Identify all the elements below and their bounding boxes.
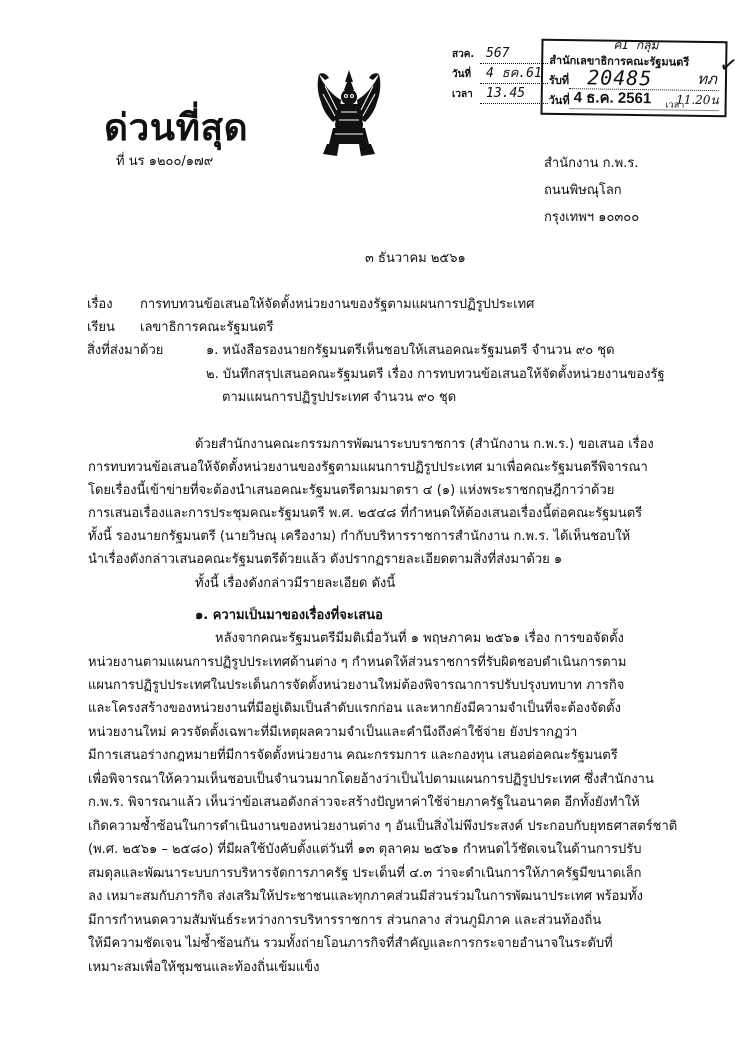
section-body-line: หลังจากคณะรัฐมนตรีมีมติเมื่อวันที่ ๑ พฤษภาคม ๒๕๖๑ เรื่อง การขอจัดตั้ง <box>215 631 624 646</box>
stamp-received-dept: ทภ <box>697 69 718 89</box>
section-body-line: แผนการปฏิรูปประเทศในประเด็นการจัดตั้งหน่วยงานใหม่ต้องพิจารณาการปรับปรุงบทบาท ภารกิจ <box>88 678 625 693</box>
section-heading: ๑. ความเป็นมาของเรื่องที่จะเสนอ <box>195 608 383 623</box>
enclosure-item-continued: ตามแผนการปฏิรูปประเทศ จำนวน ๙๐ ชุด <box>222 390 457 405</box>
sender-street: ถนนพิษณุโลก <box>544 183 622 198</box>
section-body-line: และโครงสร้างของหน่วยงานที่มีอยู่เดิมเป็นลำดับแรกก่อน และหากยังมีความจำเป็นที่จะต้องจัดตั้ง <box>88 701 621 716</box>
body-paragraph-line: นำเรื่องดังกล่าวเสนอคณะรัฐมนตรีด้วยแล้ว ดังปรากฏรายละเอียดตามสิ่งที่ส่งมาด้วย ๑ <box>88 552 563 567</box>
section-body-line: ให้มีความชัดเจน ไม่ซ้ำซ้อนกัน รวมทั้งถ่ายโอนภารกิจที่สำคัญและการกระจายอำนาจในระดับที่ <box>88 936 613 951</box>
sender-address <box>544 150 639 231</box>
sender-office: สำนักงาน ก.พ.ร. <box>544 156 639 171</box>
section-body-line: สมดุลและพัฒนาระบบการบริหารจัดการภาครัฐ ประเด็นที่ ๔.๓ ว่าจะดำเนินการให้ภาครัฐมีขนาดเล็ก <box>88 866 642 881</box>
urgency-heading: ด่วนที่สุด <box>104 106 249 149</box>
enclosure-line-1 <box>87 339 615 360</box>
document-number: ที่ นร ๑๒๐๐/๑๗๙ <box>116 154 214 169</box>
enclosures-label: สิ่งที่ส่งมาด้วย <box>87 343 164 358</box>
sender-city: กรุงเทพฯ ๑๐๓๐๐ <box>544 210 640 225</box>
stamp-time: 11.20น <box>676 92 719 108</box>
enclosure-item: ๑. หนังสือรองนายกรัฐมนตรีเห็นชอบให้เสนอคณะรัฐมนตรี จำนวน ๙๐ ชุด <box>206 343 615 358</box>
stamp-office: สำนักเลขาธิการคณะรัฐมนตรี <box>549 53 690 69</box>
enclosure-item: ๒. บันทึกสรุปเสนอคณะรัฐมนตรี เรื่อง การทบทวนข้อเสนอให้จัดตั้งหน่วยงานของรัฐ <box>206 367 665 382</box>
stamp-handwritten-note: ค1 กลุ่ม <box>613 37 659 53</box>
section-body-line: ก.พ.ร. พิจารณาแล้ว เห็นว่าข้อเสนอดังกล่าวจะสร้างปัญหาค่าใช้จ่ายภาครัฐในอนาคต อีกทั้งยังทำให้ <box>88 795 640 810</box>
garuda-emblem-icon <box>313 66 385 162</box>
recipient-label: เรียน <box>87 320 115 335</box>
section-body-line: หน่วยงานใหม่ ควรจัดตั้งเฉพาะที่มีเหตุผลความจำเป็นและคำนึงถึงค่าใช้จ่าย ยังปรากฏว่า <box>88 725 578 740</box>
body-paragraph-line: โดยเรื่องนี้เข้าข่ายที่จะต้องนำเสนอคณะรัฐมนตรีตามมาตรา ๔ (๑) แห่งพระราชกฤษฎีกาว่าด้วย <box>88 483 615 498</box>
recipient-text: เลขาธิการคณะรัฐมนตรี <box>140 320 274 335</box>
recipient-line <box>87 316 273 337</box>
receipt-row-number: สวค. 567 <box>452 44 548 64</box>
section-body-line: หน่วยงานตามแผนการปฏิรูปประเทศด้านต่าง ๆ กำหนดให้ส่วนราชการที่รับผิดชอบดำเนินการตาม <box>88 655 627 670</box>
receipt-row-time: เวลา 13.45 <box>452 84 548 104</box>
receipt-note <box>452 44 548 104</box>
body-paragraph-line: การเสนอเรื่องและการประชุมคณะรัฐมนตรี พ.ศ. ๒๕๔๘ ที่กำหนดให้ต้องเสนอเรื่องนี้ต่อคณะรัฐมนตรี <box>88 506 643 521</box>
subject-line <box>87 293 534 314</box>
body-paragraph-line: การทบทวนข้อเสนอให้จัดตั้งหน่วยงานของรัฐตามแผนการปฏิรูปประเทศ มาเพื่อคณะรัฐมนตรีพิจารณา <box>88 460 648 475</box>
body-paragraph-line: ทั้งนี้ รองนายกรัฐมนตรี (นายวิษณุ เครืองาม) กำกับบริหารราชการสำนักงาน ก.พ.ร. ได้เห็นชอบให้ <box>88 529 631 544</box>
subject-label: เรื่อง <box>87 297 113 312</box>
body-paragraph-intro: ทั้งนี้ เรื่องดังกล่าวมีรายละเอียด ดังนี้ <box>195 576 396 591</box>
section-body-line: เกิดความซ้ำซ้อนในการดำเนินงานของหน่วยงานต่าง ๆ อันเป็นสิ่งไม่พึงประสงค์ ประกอบกับยุทธศาสตร์ชาติ <box>88 819 678 834</box>
document-date: ๓ ธันวาคม ๒๕๖๑ <box>365 251 466 266</box>
section-body-line: ลง เหมาะสมกับภารกิจ ส่งเสริมให้ประชาชนและทุกภาคส่วนมีส่วนร่วมในการพัฒนาประเทศ พร้อมทั้ง <box>88 889 643 904</box>
stamp-date: 4 ธ.ค. 2561 <box>573 89 652 108</box>
stamp-received-number: 20485 <box>586 65 653 91</box>
section-body-line: มีการเสนอร่างกฎหมายที่มีการจัดตั้งหน่วยงาน คณะกรรมการ และกองทุน เสนอต่อคณะรัฐมนตรี <box>88 748 618 763</box>
section-body-line: (พ.ศ. ๒๕๖๑ – ๒๕๘๐) ที่มีผลใช้บังคับตั้งแต่วันที่ ๑๓ ตุลาคม ๒๕๖๑ กำหนดไว้ชัดเจนในด้านการปรับ <box>88 842 642 857</box>
subject-text: การทบทวนข้อเสนอให้จัดตั้งหน่วยงานของรัฐตามแผนการปฏิรูปประเทศ <box>140 297 535 312</box>
check-mark-icon: ✓ <box>716 51 740 80</box>
body-paragraph-line: ด้วยสำนักงานคณะกรรมการพัฒนาระบบราชการ (สำนักงาน ก.พ.ร.) ขอเสนอ เรื่อง <box>195 437 654 452</box>
section-body-line: เหมาะสมเพื่อให้ชุมชนและท้องถิ่นเข้มแข็ง <box>88 960 320 975</box>
stamp-received-line: รับที่ 20485 ทภ <box>548 65 718 91</box>
stamp-date-line: วันที่ 4 ธ.ค. 2561 เวลา 11.20น <box>549 91 719 111</box>
receipt-row-date: วันที่ 4 ธค.61 <box>452 64 548 84</box>
receiving-stamp <box>540 37 740 118</box>
section-body-line: มีการกำหนดความสัมพันธ์ระหว่างการบริหารราชการ ส่วนกลาง ส่วนภูมิภาค และส่วนท้องถิ่น <box>88 913 602 928</box>
section-body-line: เพื่อพิจารณาให้ความเห็นชอบเป็นจำนวนมากโดยอ้างว่าเป็นไปตามแผนการปฏิรูปประเทศ ซึ่งสำนักงาน <box>88 772 654 787</box>
